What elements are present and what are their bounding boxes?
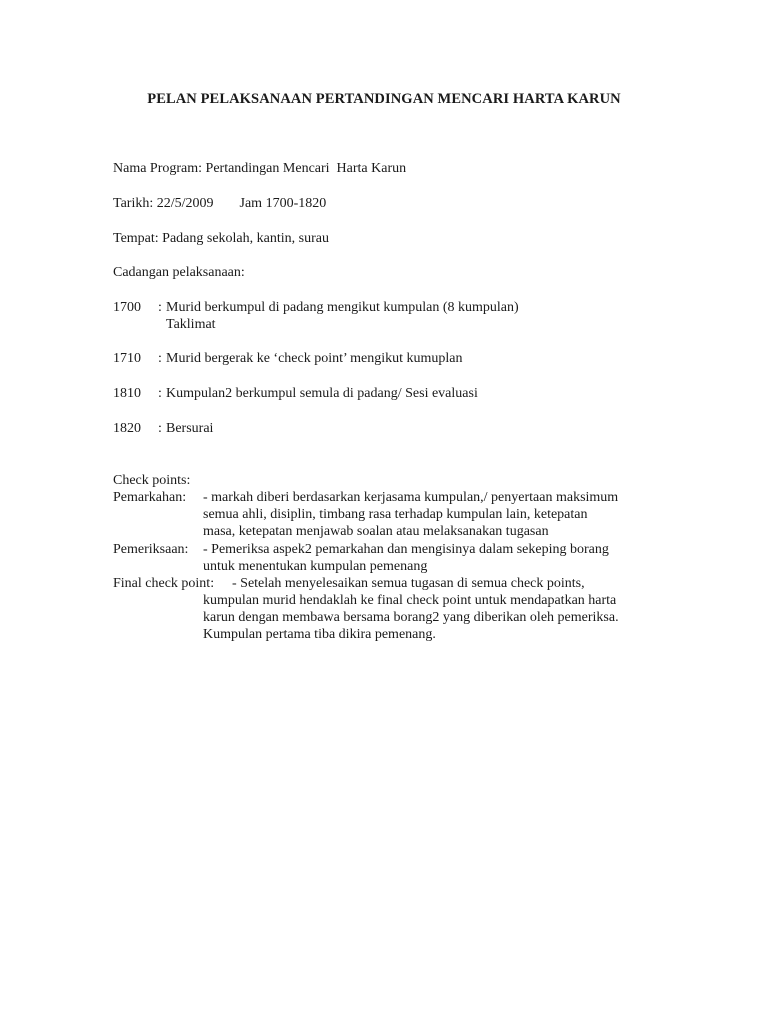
- pemeriksaan-text: - Pemeriksa aspek2 pemarkahan dan mengisinya dalam sekeping borang: [203, 542, 609, 557]
- time-text: Jam 1700-1820: [239, 196, 327, 211]
- checkpoints-heading: Check points:: [113, 473, 191, 488]
- program-name: Nama Program: Pertandingan Mencari Harta Karun: [113, 161, 407, 176]
- schedule-time: 1820: [113, 421, 141, 436]
- venue: Tempat: Padang sekolah, kantin, surau: [113, 231, 329, 246]
- pemarkahan-text: - markah diberi berdasarkan kerjasama kumpulan,/ penyertaan maksimum: [203, 490, 619, 505]
- final-checkpoint-text: Kumpulan pertama tiba dikira pemenang.: [203, 627, 436, 642]
- schedule-text: Taklimat: [166, 317, 216, 332]
- pemeriksaan-text: untuk menentukan kumpulan pemenang: [203, 559, 428, 574]
- schedule-text: Bersurai: [166, 421, 214, 436]
- schedule-time: 1710: [113, 351, 141, 366]
- document-title: PELAN PELAKSANAAN PERTANDINGAN MENCARI HARTA KARUN: [147, 91, 621, 107]
- schedule-text: Murid bergerak ke ‘check point’ mengikut kumuplan: [166, 351, 463, 366]
- schedule-colon: :: [158, 351, 162, 366]
- schedule-time: 1810: [113, 386, 141, 401]
- schedule-text: Murid berkumpul di padang mengikut kumpulan (8 kumpulan): [166, 300, 519, 315]
- final-checkpoint-text: - Setelah menyelesaikan semua tugasan di semua check points,: [232, 576, 585, 591]
- schedule-colon: :: [158, 386, 162, 401]
- final-checkpoint-text: kumpulan murid hendaklah ke final check point untuk mendapatkan harta: [203, 593, 617, 608]
- schedule-time: 1700: [113, 300, 141, 315]
- final-checkpoint-label: Final check point:: [113, 576, 215, 591]
- pemeriksaan-label: Pemeriksaan:: [113, 542, 189, 557]
- plan-heading: Cadangan pelaksanaan:: [113, 265, 245, 280]
- pemarkahan-label: Pemarkahan:: [113, 490, 187, 505]
- schedule-colon: :: [158, 421, 162, 436]
- schedule-colon: :: [158, 300, 162, 315]
- pemarkahan-text: semua ahli, disiplin, timbang rasa terhadap kumpulan lain, ketepatan: [203, 507, 588, 522]
- schedule-text: Kumpulan2 berkumpul semula di padang/ Sesi evaluasi: [166, 386, 478, 401]
- date-time-line: [113, 195, 326, 212]
- final-checkpoint-text: karun dengan membawa bersama borang2 yang diberikan oleh pemeriksa.: [203, 610, 619, 625]
- date-text: Tarikh: 22/5/2009: [113, 196, 214, 211]
- pemarkahan-text: masa, ketepatan menjawab soalan atau melaksanakan tugasan: [203, 524, 549, 539]
